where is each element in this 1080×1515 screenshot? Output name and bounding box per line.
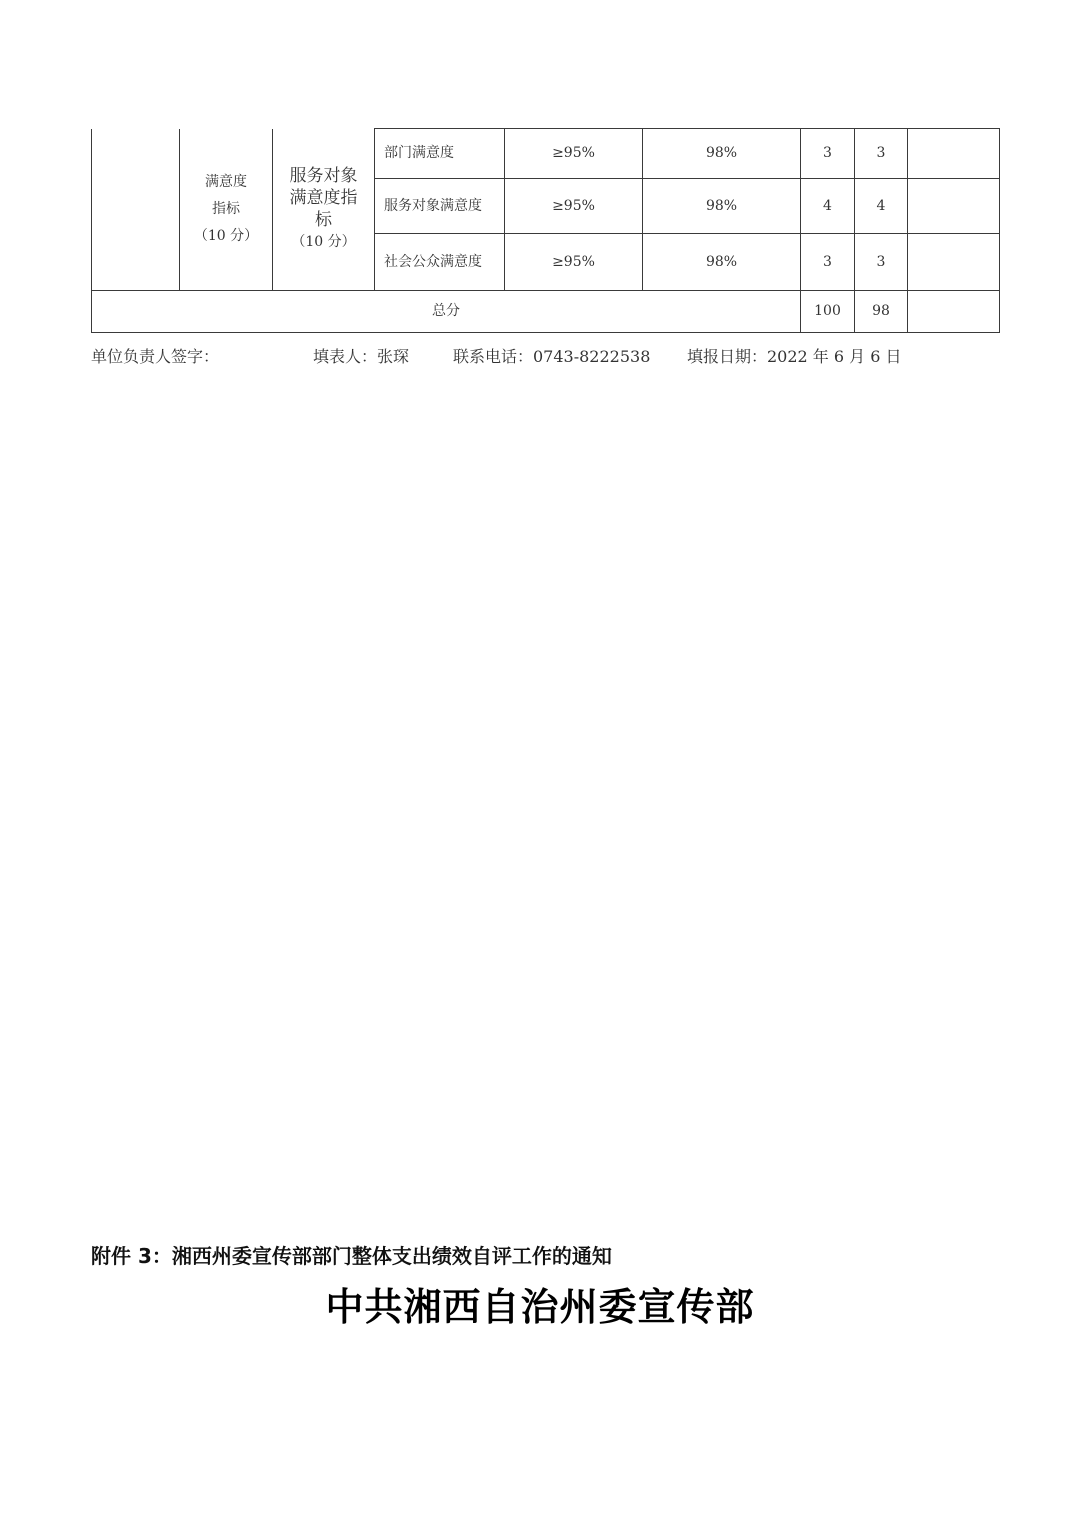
actual-cell: 98% bbox=[643, 129, 801, 179]
indicator-cell: 部门满意度 bbox=[375, 129, 505, 179]
weight-cell: 3 bbox=[801, 234, 855, 291]
contact-phone: 联系电话：0743-8222538 bbox=[453, 347, 651, 366]
signature-line bbox=[91, 344, 902, 367]
performance-table bbox=[91, 128, 1000, 333]
level3-line: 服务对象 bbox=[289, 166, 358, 187]
weight-cell: 4 bbox=[801, 179, 855, 234]
weight-cell: 3 bbox=[801, 129, 855, 179]
target-cell: ≥95% bbox=[505, 234, 643, 291]
indicator-cell: 社会公众满意度 bbox=[375, 234, 505, 291]
total-weight: 100 bbox=[801, 291, 855, 333]
fill-date: 填报日期：2022 年 6 月 6 日 bbox=[687, 347, 902, 366]
actual-cell: 98% bbox=[643, 179, 801, 234]
attachment-heading: 附件 3：湘西州委宣传部部门整体支出绩效自评工作的通知 bbox=[91, 1244, 612, 1268]
indicator-cell: 服务对象满意度 bbox=[375, 179, 505, 234]
actual-cell: 98% bbox=[643, 234, 801, 291]
total-note bbox=[908, 291, 1000, 333]
note-cell bbox=[908, 129, 1000, 179]
leader-signature: 单位负责人签字： bbox=[91, 347, 220, 366]
level2-cell bbox=[180, 129, 273, 291]
level3-line: （10 分） bbox=[291, 234, 356, 251]
target-cell: ≥95% bbox=[505, 129, 643, 179]
level2-line: （10 分） bbox=[193, 227, 259, 244]
level1-cell bbox=[92, 129, 180, 291]
total-score: 98 bbox=[855, 291, 908, 333]
total-label: 总分 bbox=[92, 291, 801, 333]
note-cell bbox=[908, 234, 1000, 291]
table-row bbox=[92, 129, 1000, 179]
level3-line: 标 bbox=[315, 210, 332, 231]
form-filler: 填表人：张琛 bbox=[313, 347, 410, 366]
level2-line: 满意度 bbox=[205, 173, 247, 190]
level2-line: 指标 bbox=[212, 200, 240, 217]
score-cell: 4 bbox=[855, 179, 908, 234]
score-cell: 3 bbox=[855, 234, 908, 291]
target-cell: ≥95% bbox=[505, 179, 643, 234]
note-cell bbox=[908, 179, 1000, 234]
total-row bbox=[92, 291, 1000, 333]
organization-title: 中共湘西自治州委宣传部 bbox=[325, 1284, 755, 1329]
level3-cell bbox=[273, 129, 375, 291]
level3-line: 满意度指 bbox=[289, 188, 358, 209]
score-cell: 3 bbox=[855, 129, 908, 179]
